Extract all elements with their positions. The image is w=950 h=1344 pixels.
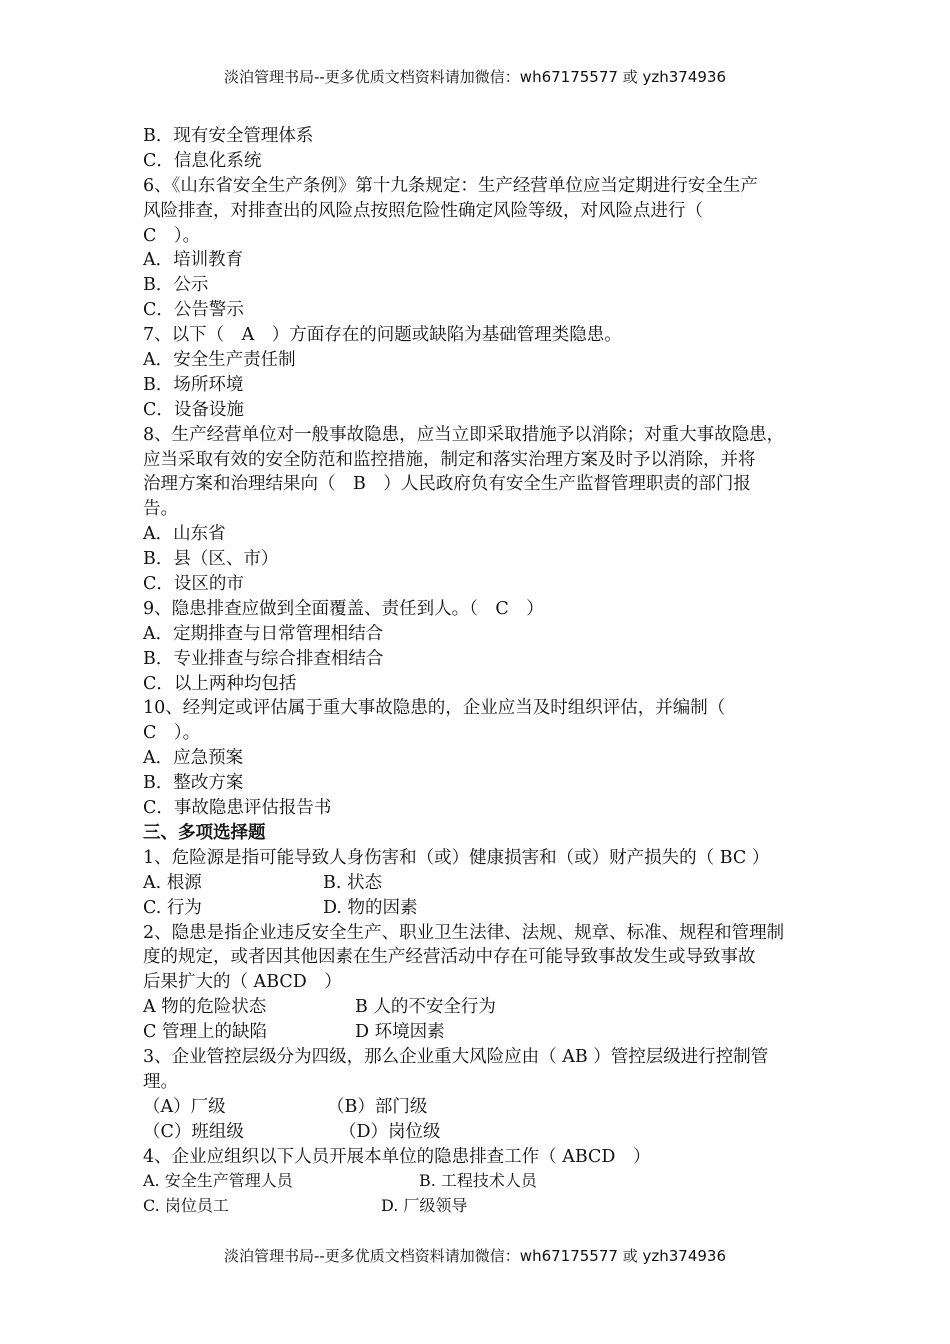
section-title: 三、多项选择题 [143,822,266,843]
option-a: A．安全生产责任制 [143,350,296,371]
mq-4: 4、企业应组织以下人员开展本单位的隐患排查工作（ ABCD ） [143,1146,651,1167]
option-c: C．事故隐患评估报告书 [143,798,332,819]
mq-3-options-row2 [143,1120,813,1145]
text-line: B．现有安全管理体系 [143,126,314,146]
page-header: 淡泊管理书局--更多优质文档资料请加微信：wh67175577 或 yzh374936 [223,68,726,86]
option-c: C. 岗位员工 [143,1196,229,1216]
option-d: D 环境因素 [355,1022,445,1043]
option-b: B．专业排查与综合排查相结合 [143,648,384,669]
mq-2-options-row2 [143,1020,813,1045]
option-c: C．公告警示 [143,300,244,321]
question-8: 8、生产经营单位对一般事故隐患，应当立即采取措施予以消除；对重大事故隐患， [143,424,785,445]
option-c: C．设备设施 [143,399,244,420]
option-a: （A）厂级 [143,1096,226,1117]
question-7: 7、以下（ A ）方面存在的问题或缺陷为基础管理类隐患。 [143,325,622,346]
option-b: B．公示 [143,275,209,296]
option-b: （B）部门级 [327,1096,428,1117]
text-line: 风险排查，对排查出的风险点按照危险性确定风险等级，对风险点进行（ [143,200,703,221]
option-d: D. 厂级领导 [381,1196,468,1216]
option-b: B. 工程技术人员 [419,1171,537,1191]
option-a: A 物的危险状态 [143,997,267,1018]
option-a: A. 根源 [143,872,202,893]
answer-line: C ）。 [143,723,201,744]
text-line: 告。 [143,499,178,520]
question-10: 10、经判定或评估属于重大事故隐患的，企业应当及时组织评估，并编制（ [143,698,726,719]
question-9: 9、隐患排查应做到全面覆盖、责任到人。（ C ） [143,598,544,619]
text-line: 治理方案和治理结果向（ B ）人民政府负有安全生产监督管理职责的部门报 [143,474,751,495]
mq-3: 3、企业管控层级分为四级，那么企业重大风险应由（ AB ）管控层级进行控制管 [143,1046,769,1067]
option-c: （C）班组级 [143,1121,244,1142]
text-line: 后果扩大的（ ABCD ） [143,972,342,993]
text-line: 理。 [143,1071,178,1092]
question-6: 6、《山东省安全生产条例》第十九条规定：生产经营单位应当定期进行安全生产 [143,175,758,196]
mq-1-options-row2 [143,896,813,921]
option-b: B．场所环境 [143,374,244,395]
option-d: （D）岗位级 [339,1121,441,1142]
option-c: C. 行为 [143,897,202,918]
option-a: A．培训教育 [143,250,244,271]
option-c: C．以上两种均包括 [143,673,297,694]
option-a: A. 安全生产管理人员 [143,1171,293,1191]
text-line: 度的规定，或者因其他因素在生产经营活动中存在可能导致事故发生或导致事故 [143,947,756,968]
option-c: C．设区的市 [143,574,244,595]
mq-1: 1、危险源是指可能导致人身伤害和（或）健康损害和（或）财产损失的（ BC ） [143,847,770,868]
option-b: B．整改方案 [143,773,244,794]
mq-4-options-row2 [143,1194,813,1219]
page-footer: 淡泊管理书局--更多优质文档资料请加微信：wh67175577 或 yzh374936 [223,1247,726,1265]
option-b: B 人的不安全行为 [355,997,496,1018]
option-b: B. 状态 [323,872,382,893]
option-b: B．县（区、市） [143,549,279,570]
option-a: A．定期排查与日常管理相结合 [143,623,384,644]
option-c: C 管理上的缺陷 [143,1022,267,1043]
mq-1-options-row1 [143,871,813,896]
option-d: D. 物的因素 [323,897,418,918]
mq-2-options-row1 [143,995,813,1020]
document-body [143,124,813,1219]
text-line: C．信息化系统 [143,150,262,171]
answer-line: C ）。 [143,225,201,246]
mq-4-options-row1 [143,1169,813,1194]
text-line: 应当采取有效的安全防范和监控措施，制定和落实治理方案及时予以消除，并将 [143,449,756,470]
mq-3-options-row1 [143,1095,813,1120]
option-a: A．应急预案 [143,748,244,769]
option-a: A．山东省 [143,524,226,545]
mq-2: 2、隐患是指企业违反安全生产、职业卫生法律、法规、规章、标准、规程和管理制 [143,922,785,943]
